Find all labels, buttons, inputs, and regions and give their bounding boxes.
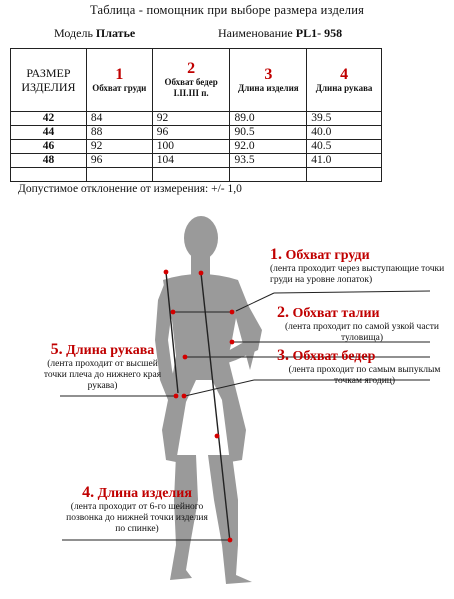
table-row [11,140,382,154]
size-cell: 42 [11,112,87,126]
measurement-sleeve [40,341,165,392]
table-cell: 41.0 [307,154,382,168]
table-cell: 89.0 [230,112,307,126]
table-row-empty [11,168,382,182]
model-line [54,26,135,41]
item-name-label: Наименование [218,26,293,40]
size-column-header: РАЗМЕР ИЗДЕЛИЯ [11,49,87,112]
table-cell: 93.5 [230,154,307,168]
page-title: Таблица - помощник при выборе размера изделия [89,3,365,17]
size-cell [11,168,87,182]
measurement-desc: (лента проходит через выступающие точки груди на уровне лопаток) [270,264,445,285]
measurement-title: Обхват бедер [292,349,376,364]
table-row [11,154,382,168]
table-cell [86,168,152,182]
measurement-number: 2. [277,304,289,321]
measurement-title: Обхват груди [285,248,370,263]
column-number: 3 [264,65,273,83]
measurement-desc: (лента проходит по самым выпуклым точкам ягодиц) [288,365,441,386]
item-name-line [218,26,342,41]
table-cell: 90.5 [230,126,307,140]
measurement-waist [277,304,447,344]
table-cell: 88 [86,126,152,140]
measurement-title: Длина изделия [97,486,192,501]
measurement-number: 1. [270,246,282,263]
column-number: 1 [115,65,124,83]
size-cell: 48 [11,154,87,168]
table-cell: 96 [86,154,152,168]
table-cell: 92 [152,112,230,126]
measurement-chest [270,246,450,286]
table-cell: 40.0 [307,126,382,140]
tolerance-note: Допустимое отклонение от измерения: +/- 1,0 [18,183,242,195]
column-label: Обхват груди [92,82,147,93]
column-number: 4 [340,65,349,83]
table-cell: 96 [152,126,230,140]
size-cell: 46 [11,140,87,154]
column-header-hips [152,49,230,112]
measurement-length [62,484,212,535]
measurement-number: 5. [50,341,63,358]
measurement-title: Длина рукава [66,343,155,358]
measurement-title: Обхват талии [292,306,380,321]
measurement-number: 3. [277,347,289,364]
table-row [11,126,382,140]
table-cell [307,168,382,182]
table-cell: 39.5 [307,112,382,126]
measurement-hips [277,347,452,387]
table-cell: 40.5 [307,140,382,154]
table-row [11,112,382,126]
item-name-value: PL1- 958 [295,26,343,40]
column-header-sleeve [307,49,382,112]
size-table-header [11,49,382,112]
table-cell: 100 [152,140,230,154]
model-value: Платье [95,26,136,40]
measurement-number: 4. [82,484,95,501]
column-label: Длина изделия [238,82,299,93]
column-header-chest [86,49,152,112]
table-cell: 84 [86,112,152,126]
measurement-desc: (лента проходит от высшей точки плеча до нижнего края рукава) [43,359,162,391]
column-number: 2 [187,60,196,77]
table-cell: 92.0 [230,140,307,154]
table-cell [152,168,230,182]
table-cell: 104 [152,154,230,168]
model-label: Модель [54,26,93,40]
column-header-length [230,49,307,112]
measurement-desc: (лента проходит от 6-го шейного позвонка до нижней точки изделия по спинке) [66,502,208,534]
size-table [10,48,382,182]
column-label: Длина рукава [315,82,373,93]
table-cell [230,168,307,182]
column-label: Обхват бедер I.II.III п. [164,77,218,98]
table-cell: 92 [86,140,152,154]
measurement-desc: (лента проходит по самой узкой части туловища) [285,322,439,343]
size-cell: 44 [11,126,87,140]
